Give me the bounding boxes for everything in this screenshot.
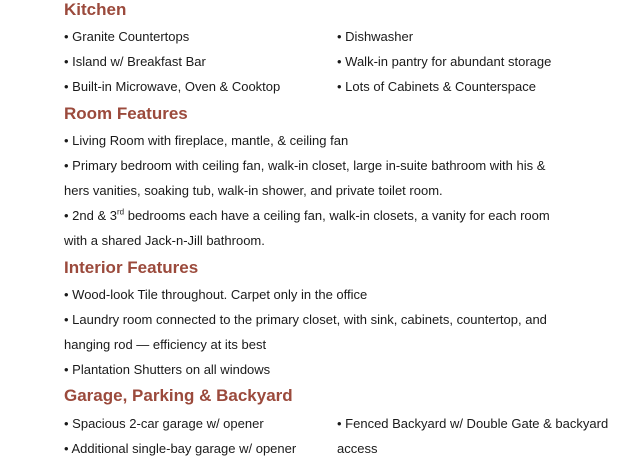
- kitchen-item-dishwasher: • Dishwasher: [337, 29, 414, 44]
- room-item-bedrooms-a: • 2nd & 3: [64, 208, 117, 223]
- room-item-bedrooms-b: bedrooms each have a ceiling fan, walk-in closets, a vanity for each room: [124, 208, 550, 223]
- kitchen-item-pantry: • Walk-in pantry for abundant storage: [337, 54, 552, 69]
- room-item-bedrooms-sup: rd: [116, 207, 125, 217]
- kitchen-item-cabinets: • Lots of Cabinets & Counterspace: [337, 79, 536, 94]
- garage-item-two-car: • Spacious 2-car garage w/ opener: [64, 416, 264, 431]
- room-item-primary-cont: hers vanities, soaking tub, walk-in shower, and private toilet room.: [64, 183, 443, 198]
- garage-item-backyard: • Fenced Backyard w/ Double Gate & backyard: [337, 416, 609, 431]
- kitchen-heading: Kitchen: [64, 0, 127, 19]
- interior-item-laundry: • Laundry room connected to the primary closet, with sink, cabinets, countertop, and: [64, 312, 547, 327]
- room-item-living: • Living Room with fireplace, mantle, & ceiling fan: [64, 133, 349, 148]
- interior-item-tile: • Wood-look Tile throughout. Carpet only in the office: [64, 287, 368, 302]
- garage-item-single-bay: • Additional single-bay garage w/ opener: [64, 441, 297, 456]
- interior-item-laundry-cont: hanging rod — efficiency at its best: [64, 337, 267, 352]
- room-item-bedrooms-cont: with a shared Jack-n-Jill bathroom.: [64, 233, 265, 248]
- interior-item-shutters: • Plantation Shutters on all windows: [64, 362, 271, 377]
- room-item-bedrooms: [64, 208, 550, 224]
- kitchen-item-island: • Island w/ Breakfast Bar: [64, 54, 206, 69]
- room-features-heading: Room Features: [64, 104, 188, 123]
- garage-item-backyard-cont: access: [337, 441, 378, 456]
- kitchen-item-builtins: • Built-in Microwave, Oven & Cooktop: [64, 79, 281, 94]
- garage-heading: Garage, Parking & Backyard: [64, 386, 293, 405]
- room-item-primary: • Primary bedroom with ceiling fan, walk-in closet, large in-suite bathroom with his &: [64, 158, 546, 173]
- kitchen-item-granite: • Granite Countertops: [64, 29, 190, 44]
- interior-features-heading: Interior Features: [64, 258, 199, 277]
